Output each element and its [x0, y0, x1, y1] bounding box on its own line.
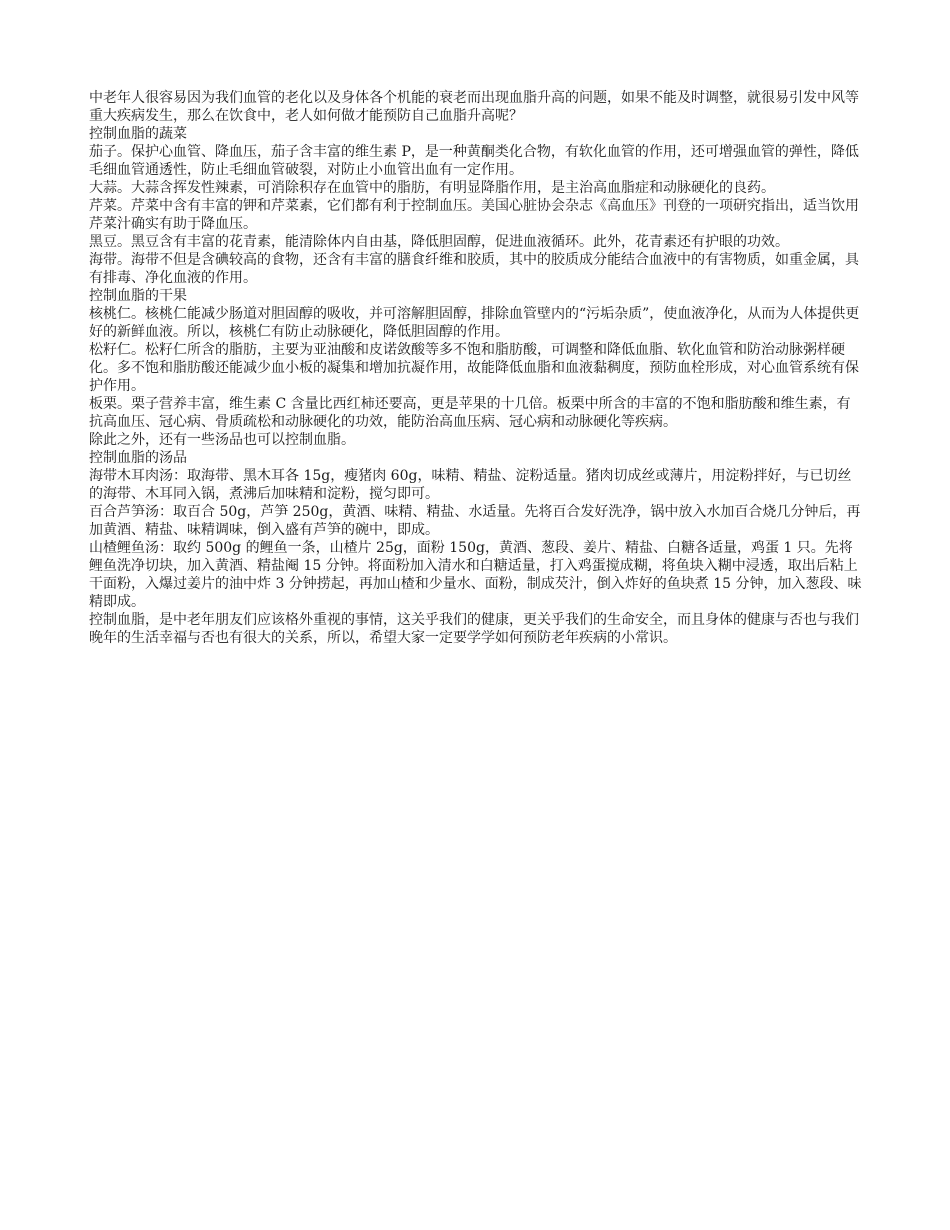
paragraph-garlic: 大蒜。大蒜含挥发性辣素，可消除积存在血管中的脂肪，有明显降脂作用，是主治高血脂症和动脉硬化的良药。: [89, 180, 775, 196]
paragraph-black-bean: 黑豆。黑豆含有丰富的花青素，能清除体内自由基，降低胆固醇，促进血液循环。此外，花青素还有护眼的功效。: [89, 234, 789, 250]
paragraph-carp-soup: 山楂鲤鱼汤：取约 500g 的鲤鱼一条，山楂片 25g，面粉 150g，黄酒、葱段、姜片、精盐、白糖各适量，鸡蛋 1 只。先将鲤鱼洗净切块，加入黄酒、精盐阉 15 分钟。将面粉加入清水和白糖适量，打入鸡蛋搅成糊，将鱼块入糊中浸透，取出后粘上干面粉，入爆过姜片的油中炸 3 分钟捞起，再加山楂和少量水、面粉，制成芡汁，倒入炸好的鱼块煮 15 分钟，加入葱段、味精即成。: [89, 540, 862, 610]
paragraph-conclusion: 控制血脂，是中老年朋友们应该格外重视的事情，这关乎我们的健康，更关乎我们的生命安全，而且身体的健康与否也与我们晚年的生活幸福与否也有很大的关系，所以，希望大家一定要学学如何预防老年疾病的小常识。: [89, 612, 859, 646]
paragraph-pine-nut: 松籽仁。松籽仁所含的脂肪，主要为亚油酸和皮诺敛酸等多不饱和脂肪酸，可调整和降低血脂、软化血管和防治动脉粥样硬化。多不饱和脂肪酸还能减少血小板的凝集和增加抗凝作用，故能降低血脂和血液黏稠度，预防血栓形成，对心血管系统有保护作用。: [89, 342, 859, 394]
paragraph-eggplant: 茄子。保护心血管、降血压，茄子含丰富的维生素 P，是一种黄酮类化合物，有软化血管的作用，还可增强血管的弹性，降低毛细血管通透性，防止毛细血管破裂，对防止小血管出血有一定作用。: [89, 144, 859, 178]
section-heading-vegetables: 控制血脂的蔬菜: [89, 126, 187, 142]
paragraph-walnut: 核桃仁。核桃仁能减少肠道对胆固醇的吸收，并可溶解胆固醇，排除血管壁内的“污垢杂质”，使血液净化，从而为人体提供更好的新鲜血液。所以，核桃仁有防止动脉硬化，降低胆固醇的作用。: [89, 306, 860, 340]
intro-paragraph: 中老年人很容易因为我们血管的老化以及身体各个机能的衰老而出现血脂升高的问题，如果不能及时调整，就很易引发中风等重大疾病发生，那么在饮食中，老人如何做才能预防自己血脂升高呢？: [89, 90, 859, 124]
paragraph-transition: 除此之外，还有一些汤品也可以控制血脂。: [89, 432, 355, 448]
section-heading-nuts: 控制血脂的干果: [89, 288, 187, 304]
paragraph-kelp-soup: 海带木耳肉汤：取海带、黑木耳各 15g，瘦猪肉 60g，味精、精盐、淀粉适量。猪肉切成丝或薄片，用淀粉拌好，与已切丝的海带、木耳同入锅，煮沸后加味精和淀粉，搅匀即可。: [89, 468, 852, 502]
paragraph-celery: 芹菜。芹菜中含有丰富的钾和芹菜素，它们都有利于控制血压。美国心脏协会杂志《高血压》刊登的一项研究指出，适当饮用芹菜汁确实有助于降血压。: [89, 198, 859, 232]
paragraph-kelp: 海带。海带不但是含碘较高的食物，还含有丰富的膳食纤维和胶质，其中的胶质成分能结合血液中的有害物质，如重金属，具有排毒、净化血液的作用。: [89, 252, 859, 286]
document-page: [89, 89, 864, 647]
paragraph-lily-soup: 百合芦笋汤：取百合 50g，芦笋 250g，黄酒、味精、精盐、水适量。先将百合发好洗净，锅中放入水加百合烧几分钟后，再加黄酒、精盐、味精调味，倒入盛有芦笋的碗中，即成。: [89, 504, 861, 538]
paragraph-chestnut: 板栗。栗子营养丰富，维生素 C 含量比西红柿还要高，更是苹果的十几倍。板栗中所含的丰富的不饱和脂肪酸和维生素，有抗高血压、冠心病、骨质疏松和动脉硬化的功效，能防治高血压病、冠心病和动脉硬化等疾病。: [89, 396, 851, 430]
section-heading-soups: 控制血脂的汤品: [89, 450, 187, 466]
